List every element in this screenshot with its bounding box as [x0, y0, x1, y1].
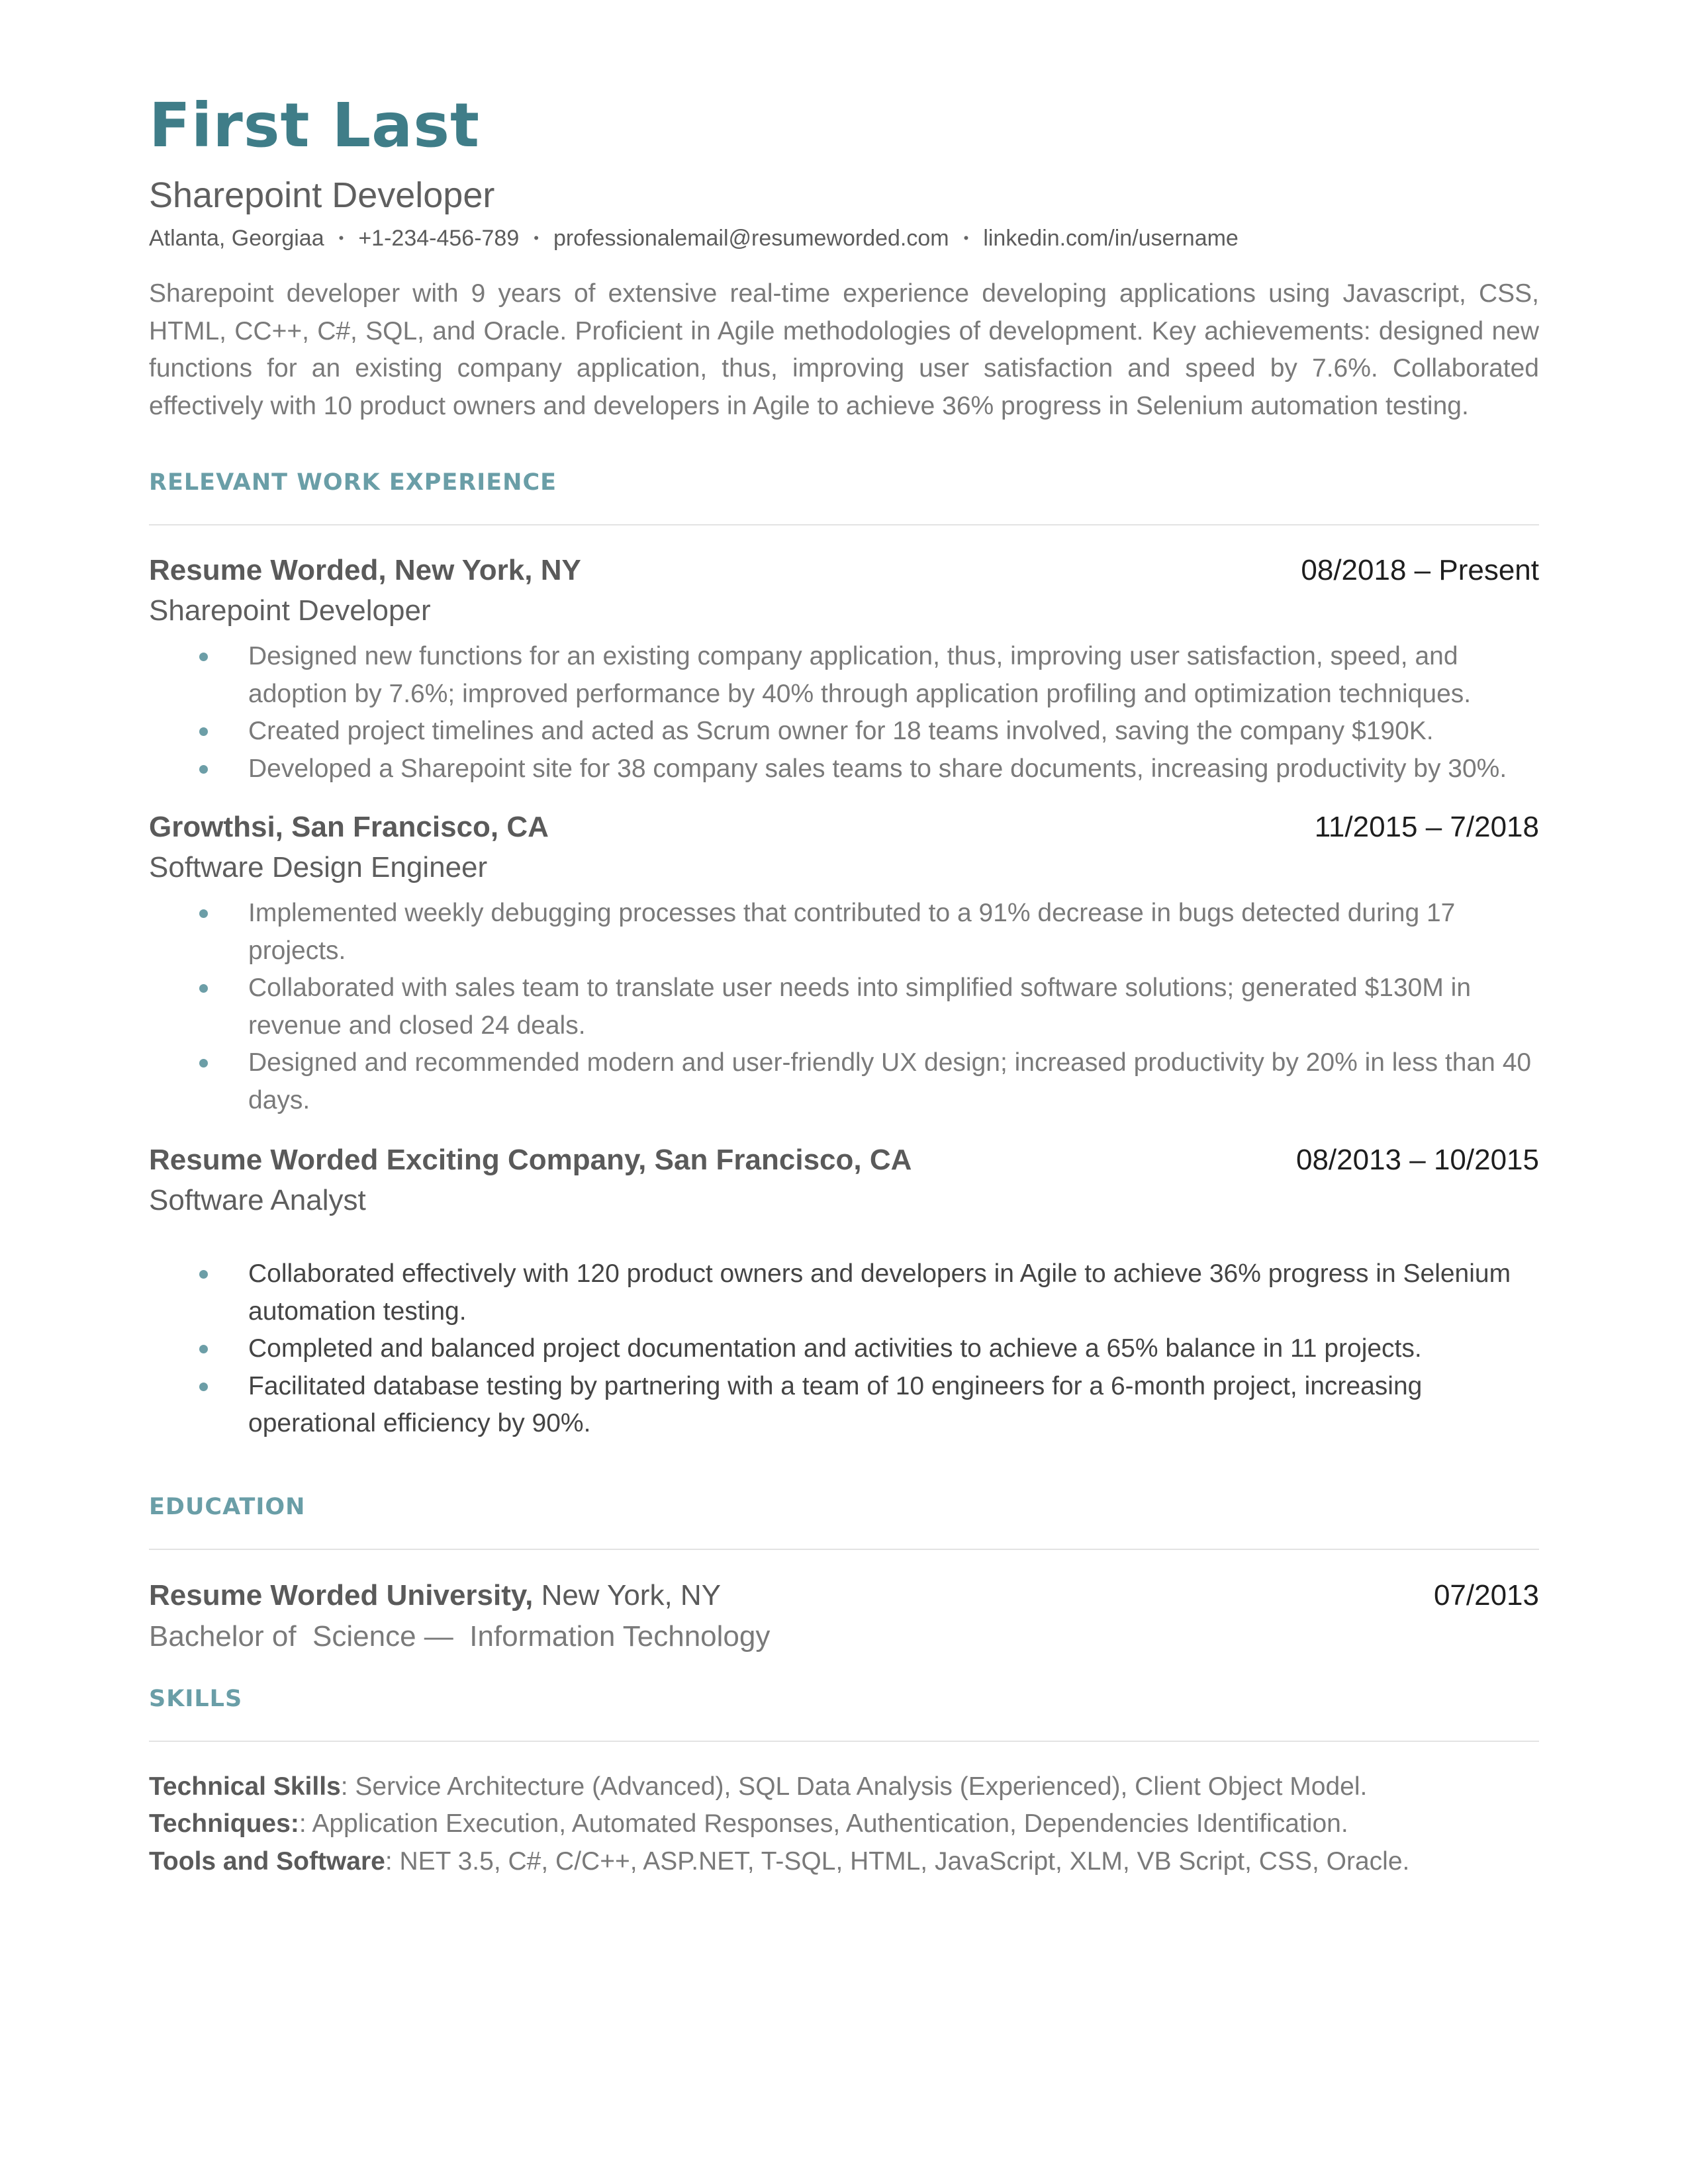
contact-separator: •: [534, 230, 539, 246]
job-dates: 11/2015 – 7/2018: [1314, 811, 1539, 843]
skill-text: : Service Architecture (Advanced), SQL Data Analysis (Experienced), Client Object Model.: [340, 1772, 1368, 1801]
education-date: 07/2013: [1433, 1578, 1539, 1612]
education-section: [149, 1490, 1539, 1657]
contact-line: [149, 220, 1539, 257]
job-bullets: [149, 1255, 1539, 1443]
job-entry: [149, 1140, 1539, 1443]
section-heading-skills: SKILLS: [149, 1685, 243, 1712]
candidate-name: First Last: [149, 90, 480, 161]
job-bullet: Collaborated with sales team to translate user needs into simplified software solutions; generated $130M in revenue and closed 24 deals.: [248, 970, 1539, 1044]
job-bullet: Facilitated database testing by partnering with a team of 10 engineers for a 6-month project, increasing operational efficiency by 90%.: [248, 1368, 1539, 1443]
job-company: Resume Worded Exciting Company, San Francisco, CA: [149, 1144, 912, 1176]
job-company: Growthsi, San Francisco, CA: [149, 811, 549, 843]
contact-separator: •: [963, 230, 969, 246]
job-dates: 08/2013 – 10/2015: [1295, 1144, 1539, 1176]
section-divider: [149, 1549, 1539, 1550]
education-degree: Bachelor of Science — Information Technology: [149, 1619, 771, 1653]
section-heading-education: EDUCATION: [149, 1493, 306, 1520]
contact-linkedin: linkedin.com/in/username: [983, 226, 1239, 251]
skill-label: Technical Skills: [149, 1772, 341, 1801]
contact-email: professionalemail@resumeworded.com: [553, 226, 949, 251]
job-bullets: [149, 895, 1539, 1119]
job-bullet: Collaborated effectively with 120 product owners and developers in Agile to achieve 36% progress in Selenium automation testing.: [248, 1255, 1539, 1330]
skill-text: : Application Execution, Automated Responses, Authentication, Dependencies Identification.: [299, 1809, 1348, 1838]
skills-section: [149, 1682, 1539, 1881]
skill-label: Techniques:: [149, 1809, 299, 1838]
job-company: Resume Worded, New York, NY: [149, 554, 581, 586]
job-bullet: Implemented weekly debugging processes that contributed to a 91% decrease in bugs detected during 17 projects.: [248, 895, 1539, 970]
job-bullet: Designed new functions for an existing company application, thus, improving user satisfaction, speed, and adoption by 7.6%; improved performance by 40% through application profiling and optimization techniques.: [248, 638, 1539, 713]
job-role: Software Analyst: [149, 1184, 366, 1216]
skill-line: [149, 1805, 1539, 1843]
job-bullet: Designed and recommended modern and user-friendly UX design; increased productivity by 20% in less than 40 days.: [248, 1044, 1539, 1119]
work-experience-section: [149, 466, 1539, 1443]
job-bullet: Developed a Sharepoint site for 38 company sales teams to share documents, increasing productivity by 30%.: [248, 751, 1539, 788]
section-heading-experience: RELEVANT WORK EXPERIENCE: [149, 469, 557, 496]
job-entry: [149, 807, 1539, 1119]
skill-line: [149, 1768, 1539, 1806]
contact-phone: +1-234-456-789: [358, 226, 520, 251]
job-dates: 08/2018 – Present: [1301, 554, 1539, 586]
resume-page: [149, 86, 1539, 1880]
education-school: Resume Worded University,: [149, 1578, 534, 1612]
job-bullet: Completed and balanced project documentation and activities to achieve a 65% balance in 11 projects.: [248, 1330, 1539, 1368]
job-bullet: Created project timelines and acted as Scrum owner for 18 teams involved, saving the company $190K.: [248, 713, 1539, 751]
job-role: Software Design Engineer: [149, 851, 488, 884]
contact-separator: •: [338, 230, 344, 246]
summary-paragraph: Sharepoint developer with 9 years of extensive real-time experience developing applications using Javascript, CSS, HTML, CC++, C#, SQL, and Oracle. Proficient in Agile methodologies of development. Key achievements: designed new functions for an existing company application, thus, improving user satisfaction and speed by 7.6%. Collaborated effectively with 10 product owners and developers in Agile to achieve 36% progress in Selenium automation testing.: [149, 279, 1539, 420]
skills-list: [149, 1768, 1539, 1881]
contact-location: Atlanta, Georgiaa: [149, 226, 324, 251]
job-entry: [149, 551, 1539, 788]
candidate-title: Sharepoint Developer: [149, 175, 495, 215]
section-divider: [149, 524, 1539, 525]
section-divider: [149, 1741, 1539, 1742]
skill-line: [149, 1843, 1539, 1881]
education-city: New York, NY: [541, 1578, 722, 1612]
job-role: Sharepoint Developer: [149, 594, 431, 627]
job-bullets: [149, 638, 1539, 788]
skill-text: : NET 3.5, C#, C/C++, ASP.NET, T-SQL, HTML, JavaScript, XLM, VB Script, CSS, Oracle.: [385, 1846, 1410, 1876]
skill-label: Tools and Software: [149, 1846, 385, 1876]
